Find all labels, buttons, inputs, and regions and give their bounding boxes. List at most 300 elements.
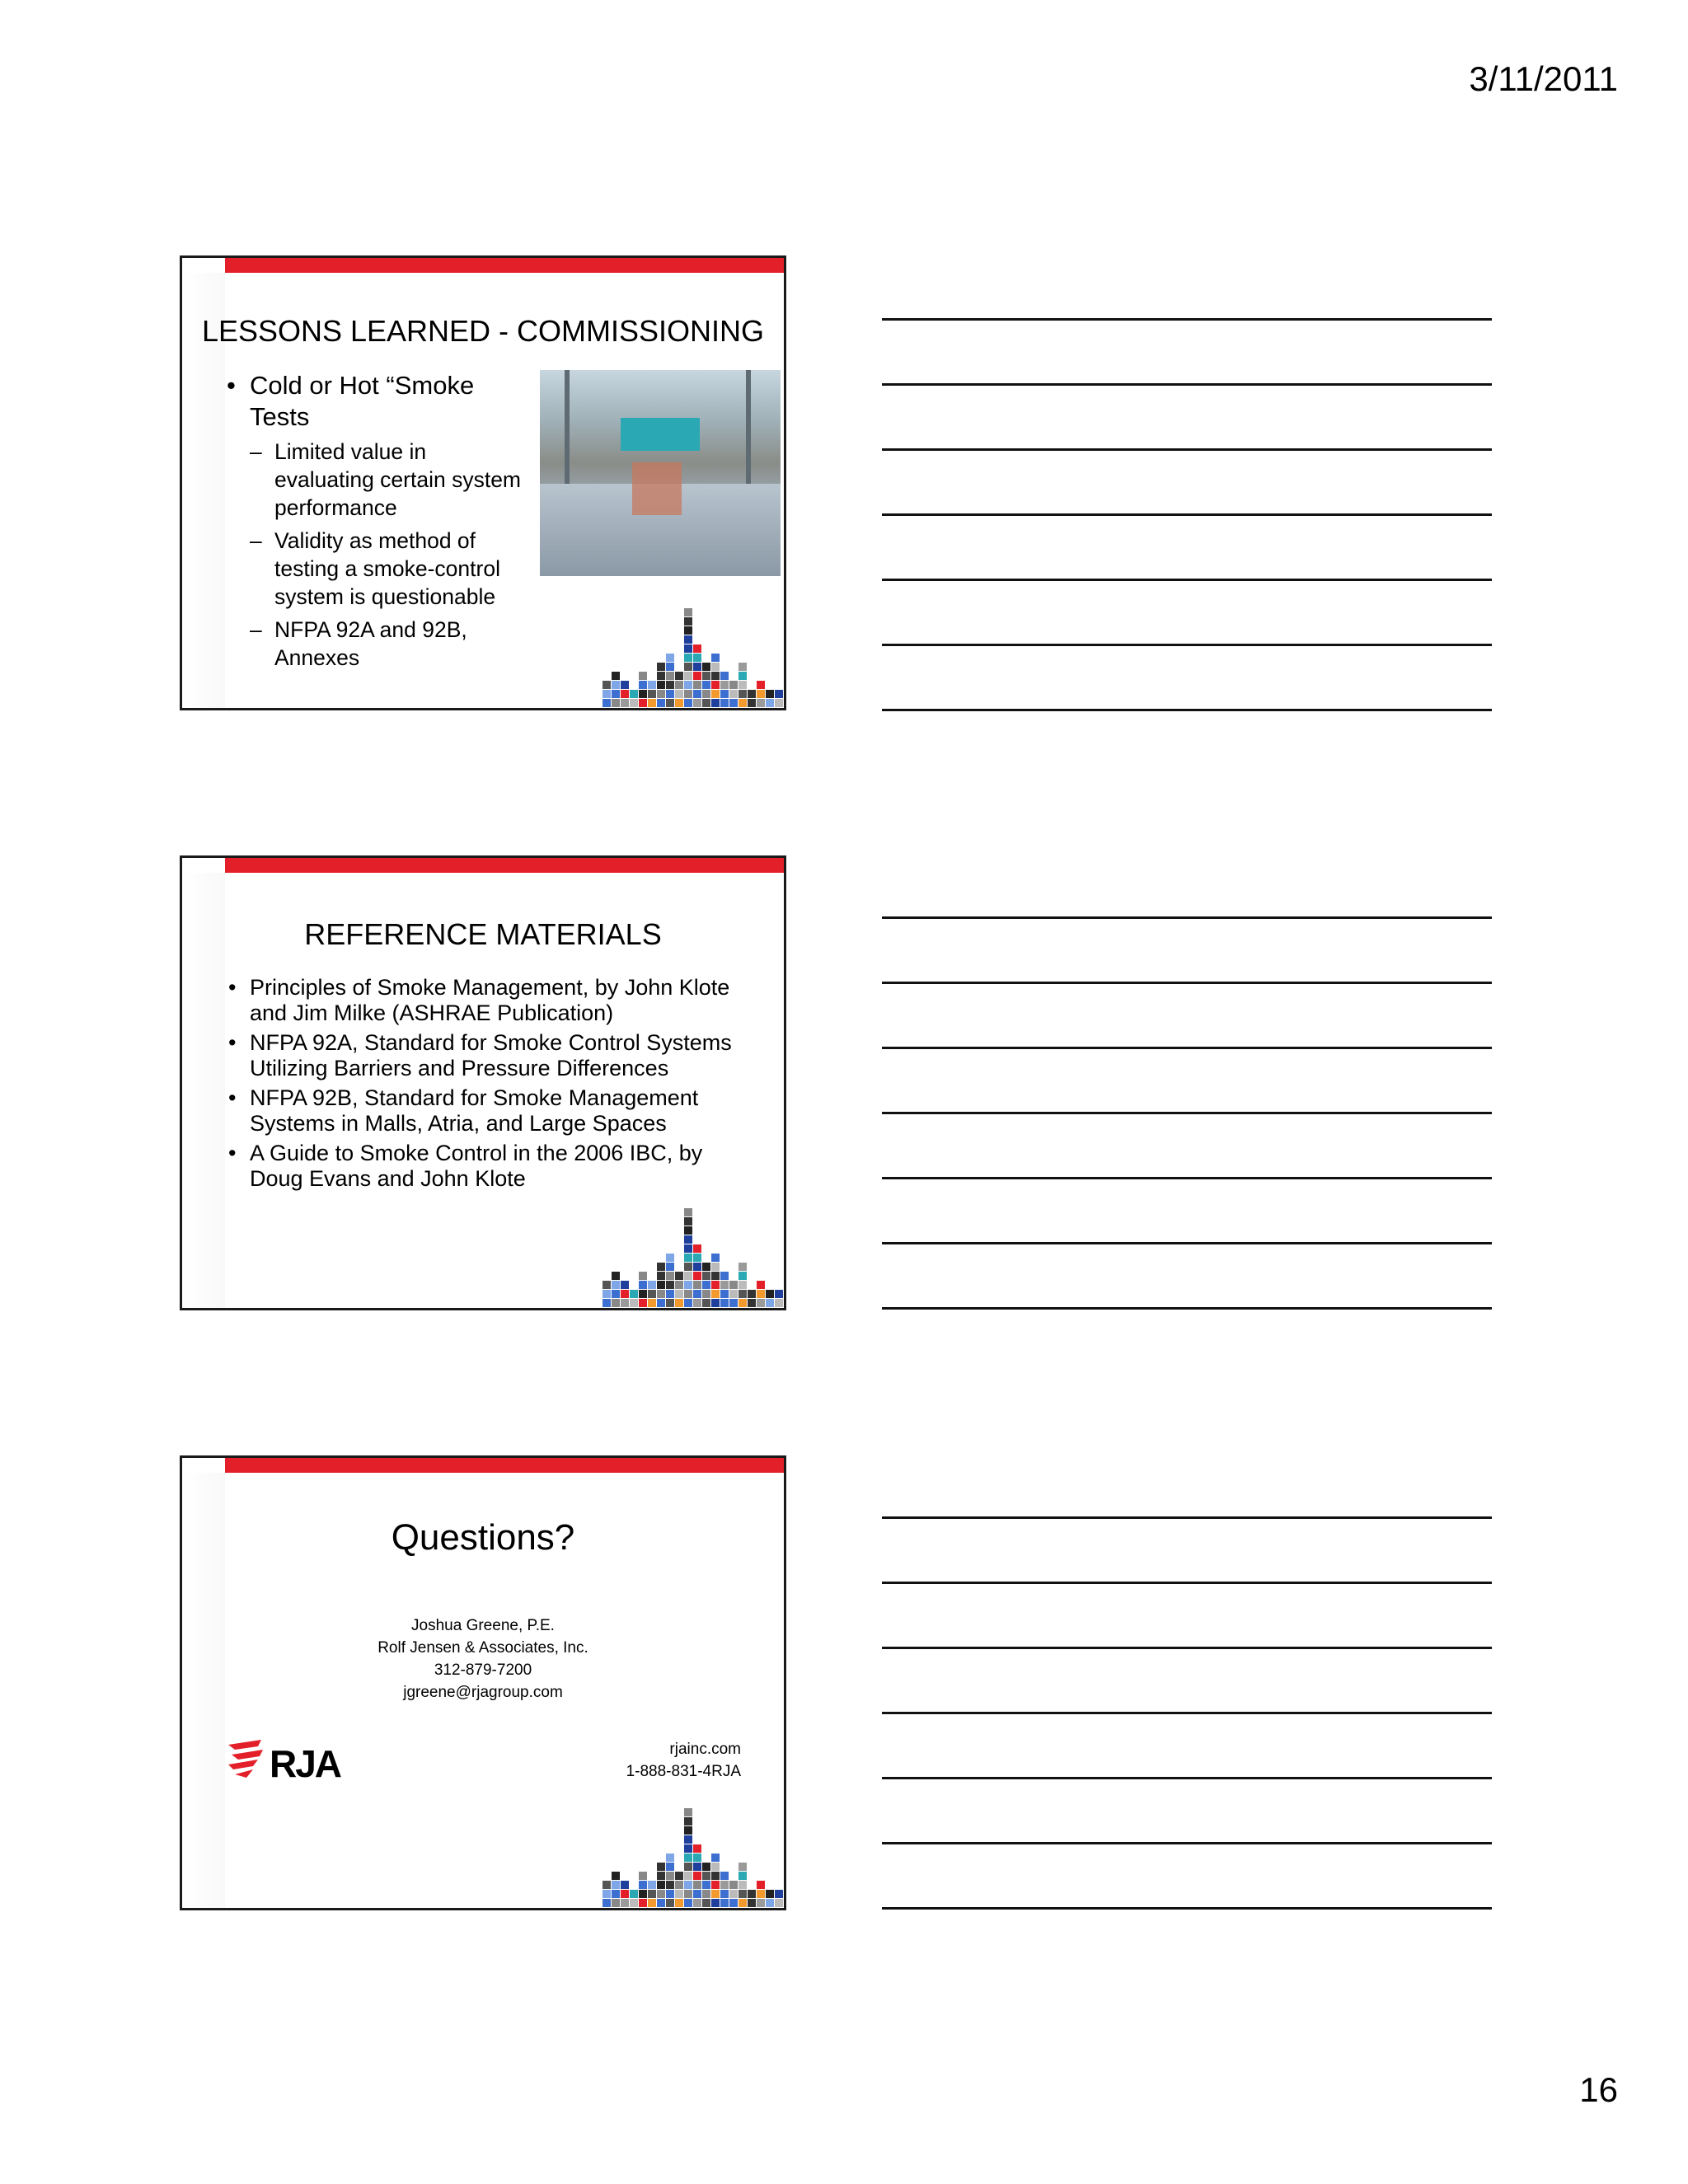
skyline-block (639, 1872, 647, 1880)
skyline-block (639, 1881, 647, 1889)
skyline-block (666, 1881, 674, 1889)
contact-company: Rolf Jensen & Associates, Inc. (377, 1639, 588, 1657)
skyline-block (621, 1299, 629, 1307)
skyline-block (684, 1244, 692, 1253)
skyline-block (748, 1890, 756, 1898)
note-line (882, 1112, 1492, 1114)
skyline-block (621, 1890, 629, 1898)
skyline-block (711, 699, 720, 707)
skyline-block (657, 1863, 665, 1871)
skyline-block (693, 1899, 701, 1907)
skyline-block (702, 1290, 710, 1298)
note-line (882, 1177, 1492, 1179)
skyline-block (748, 699, 756, 707)
skyline-block (648, 1299, 656, 1307)
skyline-block (702, 1872, 710, 1880)
skyline-block (675, 1899, 683, 1907)
skyline-block (738, 1299, 747, 1307)
skyline-block (603, 1290, 611, 1298)
skyline-block (729, 1890, 738, 1898)
skyline-block (720, 1272, 729, 1280)
skyline-block (657, 1899, 665, 1907)
skyline-block (702, 1863, 710, 1871)
skyline-block (684, 617, 692, 626)
skyline-block (612, 681, 620, 689)
skyline-block (675, 1299, 683, 1307)
note-line (882, 448, 1492, 451)
skyline-block (711, 1290, 720, 1298)
skyline-block (711, 690, 720, 698)
skyline-block (766, 690, 774, 698)
skyline-block (757, 1290, 765, 1298)
slide-top-bar (225, 1458, 784, 1473)
skyline-block (639, 1290, 647, 1298)
slide-title: Questions? (391, 1517, 575, 1558)
note-line (882, 513, 1492, 516)
skyline-block (639, 672, 647, 680)
skyline-block (720, 1299, 729, 1307)
skyline-block (684, 1263, 692, 1271)
skyline-block (612, 1890, 620, 1898)
skyline-block (675, 1890, 683, 1898)
slide-reference-materials (180, 855, 786, 1310)
skyline-block (738, 699, 747, 707)
note-line (882, 1647, 1492, 1649)
skyline-block (729, 1299, 738, 1307)
skyline-block (711, 663, 720, 671)
skyline-block (729, 1899, 738, 1907)
skyline-block (612, 1281, 620, 1289)
skyline-block (711, 1854, 720, 1862)
skyline-block (693, 1299, 701, 1307)
skyline-block (775, 699, 783, 707)
skyline-block (675, 1272, 683, 1280)
skyline-block (603, 1881, 611, 1889)
skyline-block (675, 1881, 683, 1889)
skyline-block (684, 699, 692, 707)
skyline-block (684, 1881, 692, 1889)
skyline-block (738, 1872, 747, 1880)
skyline-block (684, 1835, 692, 1844)
skyline-block (702, 1899, 710, 1907)
skyline-block (684, 1872, 692, 1880)
skyline-block (621, 1899, 629, 1907)
sub-bullet-item: – NFPA 92A and 92B, Annexes (250, 616, 530, 672)
skyline-block (729, 1881, 738, 1889)
skyline-block (693, 1254, 701, 1262)
skyline-block (657, 672, 665, 680)
slide-lessons-learned (180, 255, 786, 710)
skyline-block (720, 699, 729, 707)
skyline-block (657, 1881, 665, 1889)
skyline-block (711, 1272, 720, 1280)
skyline-block (684, 663, 692, 671)
skyline-block (702, 1881, 710, 1889)
skyline-block (630, 1899, 638, 1907)
skyline-block (693, 1881, 701, 1889)
skyline-block (675, 1281, 683, 1289)
skyline-block (684, 1817, 692, 1825)
skyline-block (757, 1281, 765, 1289)
skyline-block (657, 699, 665, 707)
skyline-block (639, 1272, 647, 1280)
skyline-block (693, 654, 701, 662)
skyline-block (648, 1290, 656, 1298)
skyline-block (748, 1290, 756, 1298)
skyline-block (711, 672, 720, 680)
skyline-block (612, 672, 620, 680)
note-line (882, 916, 1492, 919)
skyline-block (603, 699, 611, 707)
skyline-block (720, 690, 729, 698)
skyline-block (729, 699, 738, 707)
skyline-block (702, 663, 710, 671)
skyline-block (748, 1899, 756, 1907)
skyline-block (684, 1863, 692, 1871)
skyline-block (666, 699, 674, 707)
skyline-block (648, 1281, 656, 1289)
atrium-smoke-photo (540, 370, 781, 576)
skyline-block (702, 1890, 710, 1898)
skyline-block (711, 1299, 720, 1307)
skyline-block (693, 1281, 701, 1289)
skyline-block (657, 1872, 665, 1880)
contact-email: jgreene@rjagroup.com (403, 1684, 563, 1701)
skyline-block (693, 699, 701, 707)
skyline-block (684, 1290, 692, 1298)
skyline-block (702, 1263, 710, 1271)
skyline-block (684, 1890, 692, 1898)
skyline-block (612, 1881, 620, 1889)
skyline-block (621, 690, 629, 698)
bullet-list (217, 370, 530, 677)
note-line (882, 1516, 1492, 1519)
skyline-block (666, 1290, 674, 1298)
skyline-block (738, 1263, 747, 1271)
skyline-block (757, 699, 765, 707)
page-number: 16 (1579, 2070, 1618, 2109)
skyline-block (711, 1872, 720, 1880)
skyline-block (639, 1281, 647, 1289)
skyline-block (720, 1890, 729, 1898)
skyline-block (675, 699, 683, 707)
slide-top-bar (225, 258, 784, 273)
skyline-block (603, 1299, 611, 1307)
bullet-item: • NFPA 92A, Standard for Smoke Control Systems Utilizing Barriers and Pressure Differences (217, 1030, 744, 1080)
note-line (882, 1047, 1492, 1049)
skyline-block (738, 681, 747, 689)
note-line (882, 644, 1492, 646)
skyline-block (702, 1299, 710, 1307)
skyline-block (693, 1263, 701, 1271)
skyline-block (738, 1863, 747, 1871)
skyline-block (684, 672, 692, 680)
skyline-block (684, 635, 692, 644)
skyline-block (630, 1299, 638, 1307)
skyline-block (639, 690, 647, 698)
skyline-block (648, 1890, 656, 1898)
skyline-block (757, 690, 765, 698)
skyline-block (684, 654, 692, 662)
skyline-block (684, 1808, 692, 1816)
skyline-block (711, 1881, 720, 1889)
bullet-item: • Principles of Smoke Management, by John Klote and Jim Milke (ASHRAE Publication) (217, 975, 744, 1025)
skyline-block (684, 1299, 692, 1307)
skyline-block (657, 1299, 665, 1307)
skyline-block (711, 1254, 720, 1262)
skyline-block (603, 1890, 611, 1898)
note-line (882, 1242, 1492, 1244)
skyline-block (693, 1244, 701, 1253)
skyline-block (757, 1890, 765, 1898)
skyline-block (757, 1899, 765, 1907)
skyline-block (639, 1299, 647, 1307)
city-skyline-icon (603, 601, 784, 708)
skyline-block (612, 699, 620, 707)
skyline-block (720, 1290, 729, 1298)
skyline-block (693, 1272, 701, 1280)
skyline-block (684, 1208, 692, 1216)
skyline-block (675, 681, 683, 689)
skyline-block (603, 1899, 611, 1907)
skyline-block (657, 1281, 665, 1289)
skyline-block (630, 699, 638, 707)
skyline-block (666, 1854, 674, 1862)
skyline-block (621, 681, 629, 689)
note-line (882, 1712, 1492, 1714)
sub-bullet-item: – Limited value in evaluating certain system performance (250, 438, 530, 522)
skyline-block (775, 1290, 783, 1298)
skyline-block (666, 681, 674, 689)
skyline-block (657, 681, 665, 689)
skyline-block (666, 1872, 674, 1880)
skyline-block (684, 1254, 692, 1262)
skyline-block (720, 672, 729, 680)
skyline-block (666, 654, 674, 662)
skyline-block (766, 1899, 774, 1907)
skyline-block (766, 1890, 774, 1898)
skyline-block (675, 690, 683, 698)
skyline-block (639, 681, 647, 689)
contact-name: Joshua Greene, P.E. (411, 1617, 555, 1634)
note-line (882, 1842, 1492, 1844)
note-line (882, 1307, 1492, 1310)
skyline-block (711, 1890, 720, 1898)
note-line (882, 1582, 1492, 1584)
rja-flame-mark (225, 1738, 266, 1779)
note-line (882, 1777, 1492, 1779)
skyline-block (748, 690, 756, 698)
skyline-block (684, 644, 692, 653)
skyline-block (720, 681, 729, 689)
skyline-block (693, 1890, 701, 1898)
skyline-block (648, 690, 656, 698)
skyline-block (666, 1863, 674, 1871)
skyline-block (775, 690, 783, 698)
note-line (882, 709, 1492, 711)
skyline-block (684, 1272, 692, 1280)
skyline-block (666, 672, 674, 680)
skyline-block (657, 1290, 665, 1298)
skyline-block (693, 1844, 701, 1853)
skyline-block (757, 1881, 765, 1889)
skyline-block (711, 681, 720, 689)
web-info (626, 1738, 741, 1783)
skyline-block (738, 690, 747, 698)
skyline-block (612, 1899, 620, 1907)
skyline-block (657, 1263, 665, 1271)
skyline-block (738, 1272, 747, 1280)
skyline-block (675, 1872, 683, 1880)
skyline-block (621, 1281, 629, 1289)
skyline-block (612, 690, 620, 698)
skyline-block (748, 1299, 756, 1307)
bullet-item: • A Guide to Smoke Control in the 2006 IBC, by Doug Evans and John Klote (217, 1141, 744, 1191)
note-line (882, 318, 1492, 321)
skyline-block (603, 1281, 611, 1289)
skyline-block (684, 1217, 692, 1226)
bullet-text: Cold or Hot “Smoke Tests (250, 371, 475, 431)
skyline-block (684, 1899, 692, 1907)
skyline-block (766, 699, 774, 707)
bullet-item (217, 370, 530, 672)
skyline-block (702, 1272, 710, 1280)
skyline-block (720, 1281, 729, 1289)
skyline-block (720, 1872, 729, 1880)
skyline-block (693, 1872, 701, 1880)
skyline-block (657, 1272, 665, 1280)
contact-info (182, 1615, 784, 1704)
skyline-block (738, 663, 747, 671)
skyline-block (666, 690, 674, 698)
skyline-block (684, 1854, 692, 1862)
skyline-block (639, 1899, 647, 1907)
skyline-block (766, 1290, 774, 1298)
skyline-block (693, 1290, 701, 1298)
note-line (882, 1907, 1492, 1910)
skyline-block (684, 1844, 692, 1853)
skyline-block (666, 1890, 674, 1898)
skyline-block (711, 1263, 720, 1271)
skyline-block (693, 644, 701, 653)
note-line (882, 579, 1492, 581)
skyline-block (693, 690, 701, 698)
skyline-block (729, 681, 738, 689)
skyline-block (666, 1272, 674, 1280)
note-line (882, 383, 1492, 386)
toll-free-phone: 1-888-831-4RJA (626, 1763, 741, 1780)
slide-title: REFERENCE MATERIALS (304, 917, 662, 951)
skyline-block (702, 690, 710, 698)
skyline-block (603, 690, 611, 698)
skyline-block (693, 663, 701, 671)
skyline-block (612, 1872, 620, 1880)
skyline-block (738, 672, 747, 680)
slide-title: LESSONS LEARNED - COMMISSIONING (201, 314, 765, 348)
bullet-list (217, 975, 744, 1196)
note-line (882, 982, 1492, 984)
skyline-block (648, 681, 656, 689)
skyline-block (675, 672, 683, 680)
skyline-block (657, 1890, 665, 1898)
city-skyline-icon (603, 1801, 784, 1908)
skyline-block (666, 1281, 674, 1289)
skyline-block (693, 681, 701, 689)
skyline-block (621, 1881, 629, 1889)
logo-text: RJA (270, 1742, 341, 1785)
skyline-block (711, 1863, 720, 1871)
skyline-block (738, 1899, 747, 1907)
skyline-block (612, 1290, 620, 1298)
skyline-block (702, 1281, 710, 1289)
website-link[interactable]: rjainc.com (669, 1741, 741, 1758)
skyline-block (666, 1263, 674, 1271)
skyline-block (711, 654, 720, 662)
skyline-block (666, 663, 674, 671)
skyline-block (648, 1899, 656, 1907)
skyline-block (612, 1299, 620, 1307)
skyline-block (720, 1881, 729, 1889)
contact-phone: 312-879-7200 (434, 1661, 532, 1679)
skyline-block (621, 1290, 629, 1298)
skyline-block (648, 699, 656, 707)
bullet-item: • NFPA 92B, Standard for Smoke Management Systems in Malls, Atria, and Large Spaces (217, 1085, 744, 1136)
skyline-block (711, 1281, 720, 1289)
page-date: 3/11/2011 (1469, 59, 1618, 98)
city-skyline-icon (603, 1201, 784, 1308)
skyline-block (675, 1290, 683, 1298)
skyline-block (711, 1899, 720, 1907)
skyline-block (693, 1854, 701, 1862)
skyline-block (684, 690, 692, 698)
skyline-block (702, 672, 710, 680)
skyline-block (738, 1290, 747, 1298)
skyline-block (666, 1254, 674, 1262)
skyline-block (684, 1826, 692, 1835)
skyline-block (775, 1299, 783, 1307)
skyline-block (738, 1281, 747, 1289)
rja-logo-icon (225, 1738, 357, 1785)
skyline-block (639, 1890, 647, 1898)
skyline-block (757, 1299, 765, 1307)
skyline-block (775, 1890, 783, 1898)
skyline-block (657, 663, 665, 671)
skyline-block (639, 699, 647, 707)
skyline-block (729, 690, 738, 698)
skyline-block (603, 681, 611, 689)
slide-top-bar (225, 858, 784, 873)
skyline-block (684, 608, 692, 616)
skyline-block (684, 1226, 692, 1235)
skyline-block (666, 1899, 674, 1907)
skyline-block (775, 1899, 783, 1907)
skyline-block (630, 1290, 638, 1298)
skyline-block (630, 1890, 638, 1898)
skyline-block (693, 1863, 701, 1871)
skyline-block (666, 1299, 674, 1307)
skyline-block (684, 681, 692, 689)
slide-questions (180, 1455, 786, 1910)
skyline-block (684, 1281, 692, 1289)
skyline-block (612, 1272, 620, 1280)
skyline-block (729, 1290, 738, 1298)
skyline-block (757, 681, 765, 689)
skyline-block (702, 681, 710, 689)
skyline-block (684, 626, 692, 635)
skyline-block (648, 1881, 656, 1889)
skyline-block (630, 690, 638, 698)
skyline-block (621, 699, 629, 707)
